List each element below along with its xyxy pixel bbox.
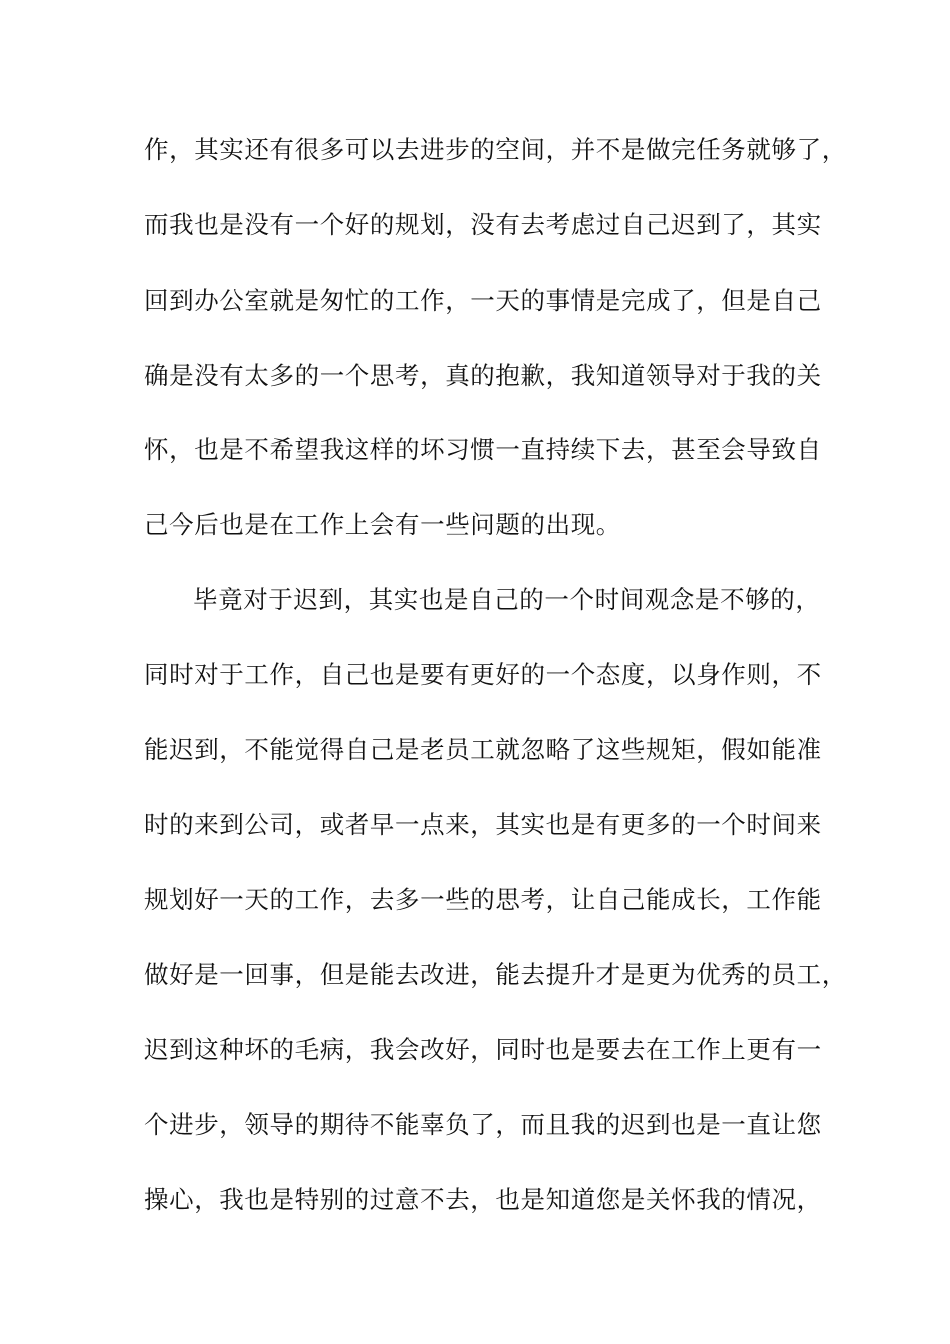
paragraph-first-line: 毕竟对于迟到，其实也是自己的一个时间观念是不够的， [193,585,821,614]
text-line: 做好是一回事，但是能去改进，能去提升才是更为优秀的员工， [144,960,847,989]
text-line: 时的来到公司，或者早一点来，其实也是有更多的一个时间来 [144,810,822,839]
text-line: 规划好一天的工作，去多一些的思考，让自己能成长，工作能 [144,885,822,914]
text-line: 操心，我也是特别的过意不去，也是知道您是关怀我的情况， [144,1185,822,1214]
text-line: 怀，也是不希望我这样的坏习惯一直持续下去，甚至会导致自 [144,435,822,464]
text-line: 确是没有太多的一个思考，真的抱歉，我知道领导对于我的关 [144,361,822,390]
text-line: 而我也是没有一个好的规划，没有去考虑过自己迟到了，其实 [144,210,822,239]
text-line: 己今后也是在工作上会有一些问题的出现。 [144,510,621,539]
text-line: 作，其实还有很多可以去进步的空间，并不是做完任务就够了， [144,135,847,164]
text-line: 个进步，领导的期待不能辜负了，而且我的迟到也是一直让您 [144,1110,822,1139]
text-line: 迟到这种坏的毛病，我会改好，同时也是要去在工作上更有一 [144,1035,822,1064]
text-line: 同时对于工作，自己也是要有更好的一个态度，以身作则，不 [144,660,822,689]
text-line: 能迟到，不能觉得自己是老员工就忽略了这些规矩，假如能准 [144,735,822,764]
text-line: 回到办公室就是匆忙的工作，一天的事情是完成了，但是自己 [144,286,822,315]
